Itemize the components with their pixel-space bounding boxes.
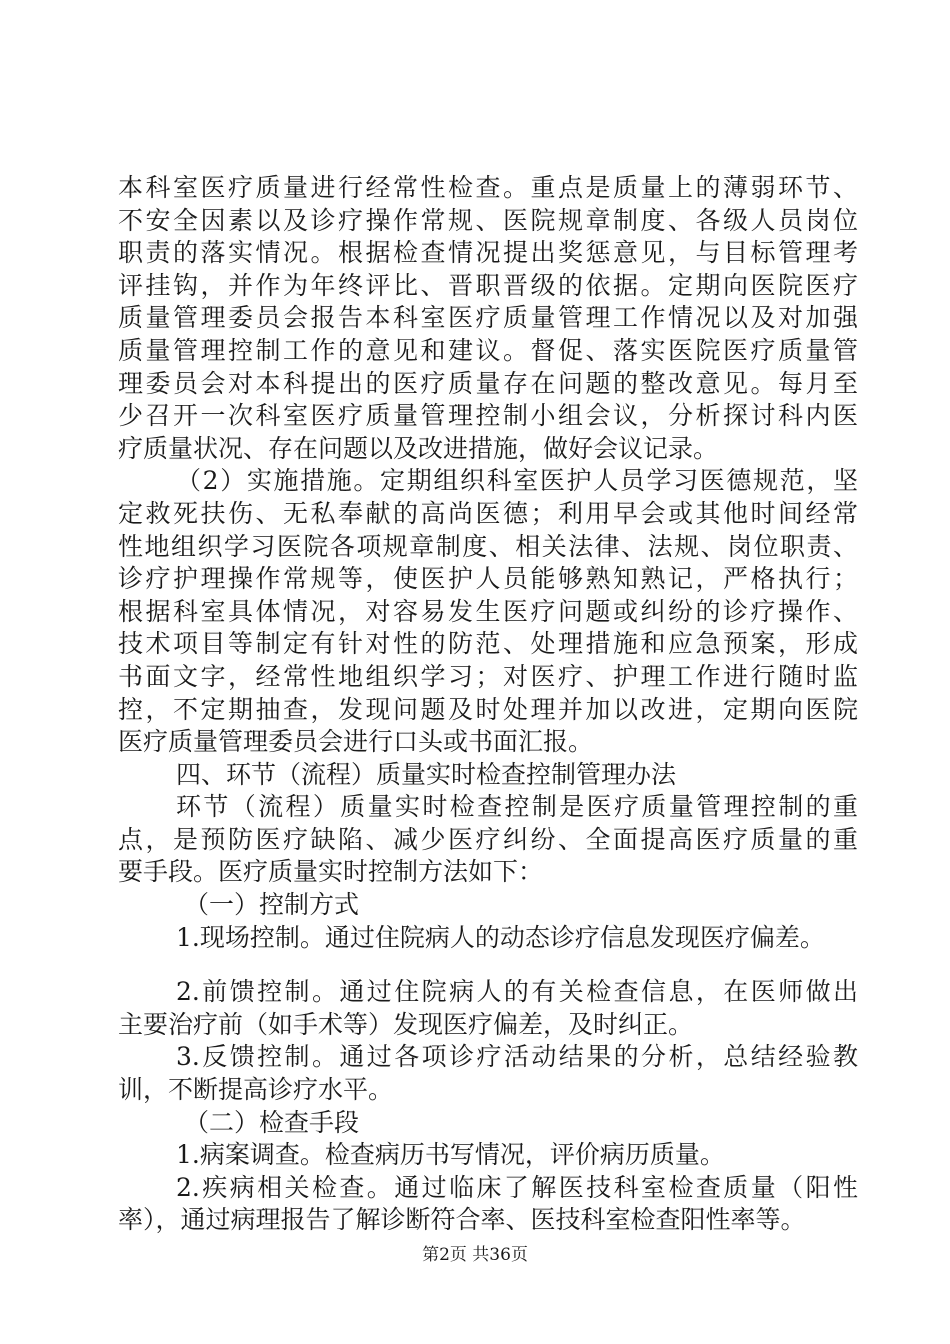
text-line: 训，不断提高诊疗水平。 bbox=[118, 1075, 394, 1105]
list-item: 1.病案调查。检查病历书写情况，评价病历质量。 bbox=[176, 1140, 725, 1170]
text-line: 理委员会对本科提出的医疗质量存在问题的整改意见。每月至 bbox=[118, 368, 858, 398]
paragraph-first-line: （2）实施措施。定期组织科室医护人员学习医德规范，坚 bbox=[176, 466, 858, 496]
text-line: 点，是预防医疗缺陷、减少医疗纠纷、全面提高医疗质量的重 bbox=[118, 824, 858, 854]
text-line: 本科室医疗质量进行经常性检查。重点是质量上的薄弱环节、 bbox=[118, 173, 858, 202]
paragraph-first-line: 环节（流程）质量实时检查控制是医疗质量管理控制的重 bbox=[176, 792, 858, 822]
text-line: 性地组织学习医院各项规章制度、相关法律、法规、岗位职责、 bbox=[118, 531, 858, 561]
subsection-heading: （一）控制方式 bbox=[184, 890, 360, 920]
text-line: 书面文字，经常性地组织学习；对医疗、护理工作进行随时监 bbox=[118, 661, 858, 691]
list-item: 2.疾病相关检查。通过临床了解医技科室检查质量（阳性 bbox=[176, 1172, 858, 1202]
text-line: 主要治疗前（如手术等）发现医疗偏差，及时纠正。 bbox=[118, 1009, 694, 1039]
text-line: 诊疗护理操作常规等，使医护人员能够熟知熟记，严格执行； bbox=[118, 564, 858, 594]
text-line: 控，不定期抽查，发现问题及时处理并加以改进，定期向医院 bbox=[118, 694, 858, 724]
text-line: 少召开一次科室医疗质量管理控制小组会议，分析探讨科内医 bbox=[118, 401, 858, 431]
section-heading: 四、环节（流程）质量实时检查控制管理办法 bbox=[176, 759, 677, 789]
spacer bbox=[118, 954, 858, 976]
text-line: 职责的落实情况。根据检查情况提出奖惩意见，与目标管理考 bbox=[118, 238, 858, 268]
list-item: 2.前馈控制。通过住院病人的有关检查信息，在医师做出 bbox=[176, 977, 858, 1007]
page-suffix: 页 bbox=[449, 1245, 467, 1265]
text-line: 不安全因素以及诊疗操作常规、医院规章制度、各级人员岗位 bbox=[118, 205, 858, 235]
text-line: 疗质量状况、存在问题以及改进措施，做好会议记录。 bbox=[118, 433, 719, 463]
total-suffix: 页 bbox=[510, 1245, 528, 1265]
page-number: 2 bbox=[439, 1245, 450, 1265]
text-line: 医疗质量管理委员会进行口头或书面汇报。 bbox=[118, 727, 594, 757]
page-footer bbox=[0, 1244, 950, 1266]
text-line: 质量管理控制工作的意见和建议。督促、落实医院医疗质量管 bbox=[118, 335, 858, 365]
list-item: 3.反馈控制。通过各项诊疗活动结果的分析，总结经验教 bbox=[176, 1042, 858, 1072]
subsection-heading: （二）检查手段 bbox=[184, 1107, 360, 1137]
text-line: 评挂钩，并作为年终评比、晋职晋级的依据。定期向医院医疗 bbox=[118, 270, 858, 300]
total-pages: 36 bbox=[489, 1245, 511, 1265]
page-prefix: 第 bbox=[422, 1245, 440, 1265]
text-line: 定救死扶伤、无私奉献的高尚医德；利用早会或其他时间经常 bbox=[118, 498, 858, 528]
text-line: 率），通过病理报告了解诊断符合率、医技科室检查阳性率等。 bbox=[118, 1205, 806, 1235]
document-body bbox=[118, 172, 858, 1237]
text-line: 根据科室具体情况，对容易发生医疗问题或纠纷的诊疗操作、 bbox=[118, 596, 858, 626]
text-line: 要手段。医疗质量实时控制方法如下： bbox=[118, 857, 544, 887]
list-item: 1.现场控制。通过住院病人的动态诊疗信息发现医疗偏差。 bbox=[176, 922, 825, 952]
text-line: 技术项目等制定有针对性的防范、处理措施和应急预案，形成 bbox=[118, 629, 858, 659]
total-prefix: 共 bbox=[472, 1245, 490, 1265]
text-line: 质量管理委员会报告本科室医疗质量管理工作情况以及对加强 bbox=[118, 303, 858, 333]
